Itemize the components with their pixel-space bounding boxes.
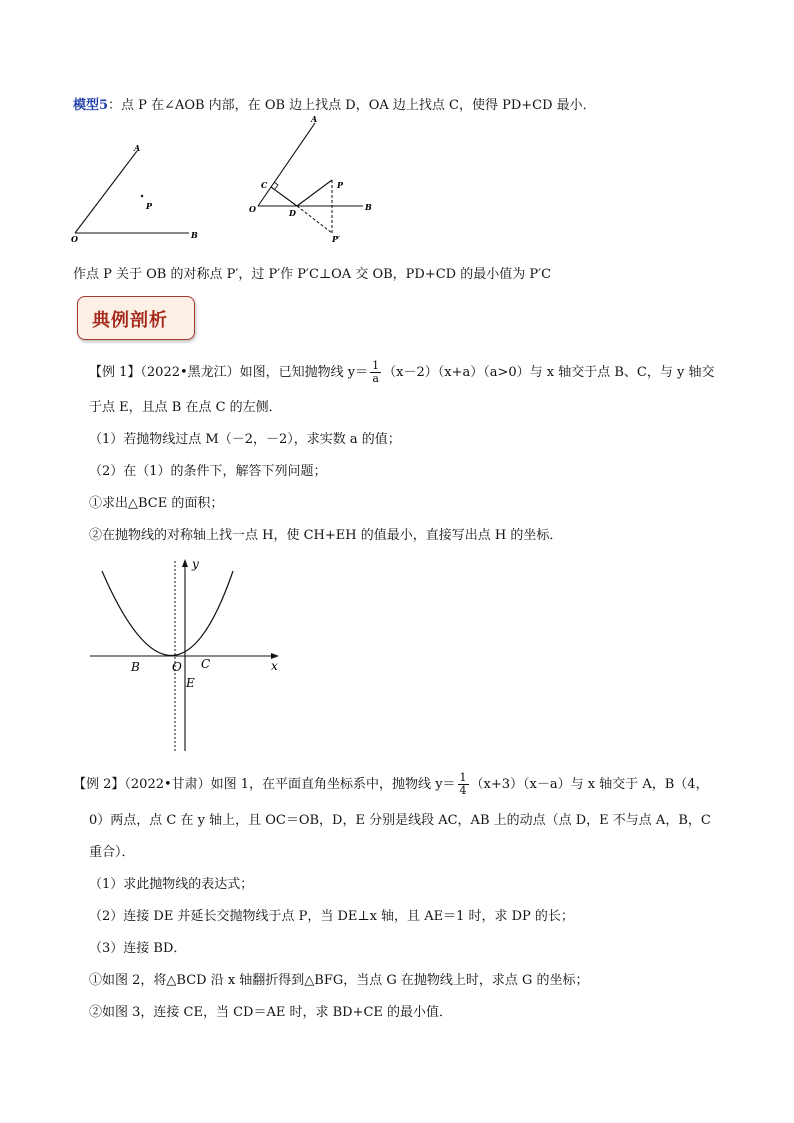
example2-q3-1: ①如图 2，将△BCD 沿 x 轴翻折得到△BFG，当点 G 在抛物线上时，求点 G 的坐标； [89, 973, 589, 988]
example2-prefix: 【例 2】（2022•甘肃）如图 1，在平面直角坐标系中，抛物线 y＝ [73, 777, 456, 792]
example1-frac-den: a [372, 372, 379, 385]
model5-figure-2 [245, 112, 385, 247]
graph-label-O: O [172, 660, 182, 674]
example2-q2: （2）连接 DE 并延长交抛物线于点 P，当 DE⊥x 轴，且 AE＝1 时，求 DP 的长； [89, 909, 574, 924]
example1-graph [85, 556, 285, 756]
example2-line3: 重合）． [89, 845, 135, 860]
example2-line2: 0）两点，点 C 在 y 轴上，且 OC＝OB，D，E 分别是线段 AC，AB 上的动点（点 D，E 不与点 A，B，C [89, 813, 711, 828]
model5-figure-1 [65, 140, 215, 245]
example2-suffix: （x+3）（x－a）与 x 轴交于 A，B（4， [470, 777, 709, 792]
example2-line1 [73, 772, 709, 797]
fig2-label-A: A [311, 114, 318, 124]
graph-label-E: E [186, 676, 195, 690]
example1-q2-2: ②在抛物线的对称轴上找一点 H，使 CH+EH 的值最小，直接写出点 H 的坐标． [89, 528, 563, 543]
fig2-label-P: P [337, 180, 344, 190]
fig2-label-C: C [261, 180, 268, 190]
fig2-label-P-prime: P′ [332, 234, 341, 244]
example1-fraction [370, 360, 381, 385]
example1-prefix: 【例 1】（2022•黑龙江）如图，已知抛物线 y＝ [89, 365, 369, 380]
fig1-label-A: A [134, 143, 141, 153]
section-title: 典例剖析 [92, 310, 168, 331]
example2-frac-den: 4 [459, 784, 467, 797]
model5-label: 模型5 [73, 98, 109, 113]
model5-text: ：点 P 在∠AOB 内部，在 OB 边上找点 D，OA 边上找点 C，使得 PD+CD 最小． [108, 98, 596, 113]
example1-q2-1: ①求出△BCE 的面积； [89, 496, 224, 511]
section-badge [77, 296, 195, 340]
model5-solution: 作点 P 关于 OB 的对称点 P′，过 P′作 P′C⊥OA 交 OB，PD+CD 的最小值为 P′C [73, 267, 552, 282]
example2-q3-2: ②如图 3，连接 CE，当 CD＝AE 时，求 BD+CE 的最小值． [89, 1005, 453, 1020]
example1-q2: （2）在（1）的条件下，解答下列问题； [89, 464, 327, 479]
example2-q1: （1）求此抛物线的表达式； [89, 877, 254, 892]
fig2-label-B: B [365, 202, 372, 212]
example1-line1 [89, 360, 714, 385]
graph-label-C: C [201, 657, 211, 671]
example2-q3: （3）连接 BD． [89, 941, 187, 956]
fig1-label-B: B [191, 230, 198, 240]
graph-label-B: B [131, 660, 140, 674]
fig1-label-O: O [71, 234, 78, 244]
example2-frac-num: 1 [459, 771, 467, 784]
fig2-label-D: D [289, 208, 296, 218]
example1-frac-num: 1 [372, 359, 380, 372]
fig1-label-P: P [146, 201, 153, 211]
example1-suffix: （x－2）（x+a）（a>0）与 x 轴交于点 B、C，与 y 轴交 [383, 365, 715, 380]
example1-line2: 于点 E，且点 B 在点 C 的左侧． [89, 400, 282, 415]
example1-q1: （1）若抛物线过点 M（－2，－2），求实数 a 的值； [89, 432, 401, 447]
graph-label-y: y [192, 557, 199, 571]
example2-fraction [458, 772, 469, 797]
fig2-label-O: O [249, 204, 256, 214]
graph-label-x: x [271, 659, 278, 673]
